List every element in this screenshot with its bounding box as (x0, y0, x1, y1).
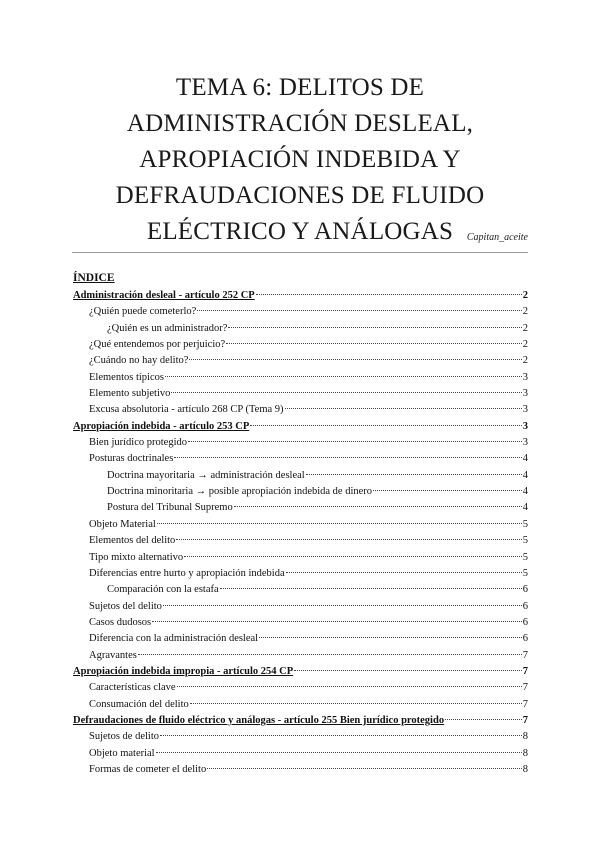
toc-entry-page-number: 7 (522, 714, 528, 726)
toc-entry[interactable] (73, 552, 528, 568)
toc-dot-leader (228, 327, 521, 328)
toc-entry[interactable] (73, 453, 528, 469)
toc-entry[interactable] (73, 601, 528, 617)
toc-entry-label: Postura del Tribunal Supremo (107, 502, 233, 514)
title-line: TEMA 6: DELITOS DE (175, 74, 425, 101)
toc-dot-leader (250, 425, 521, 426)
toc-dot-leader (259, 637, 522, 638)
toc-entry-label: ¿Quién es un administrador? (107, 322, 228, 334)
toc-dot-leader (156, 752, 522, 753)
toc-entry[interactable] (73, 290, 528, 306)
toc-entry-page-number: 2 (522, 306, 528, 318)
toc-entry-page-number: 2 (522, 290, 528, 301)
toc-dot-leader (256, 294, 522, 295)
toc-entry-page-number: 3 (522, 437, 528, 449)
toc-entry[interactable] (73, 470, 528, 486)
toc-entry-label: Diferencia con la administración desleal (89, 633, 259, 645)
toc-entry-label: Doctrina minoritaria → posible apropiación indebida de dinero (107, 486, 373, 498)
title-line: ADMINISTRACIÓN DESLEAL, (126, 110, 474, 137)
toc-dot-leader (138, 654, 522, 655)
toc-entry[interactable] (73, 404, 528, 420)
toc-dot-leader (286, 572, 522, 573)
toc-dot-leader (445, 719, 522, 720)
title-line: APROPIACIÓN INDEBIDA Y (139, 146, 461, 173)
toc-entry-page-number: 2 (522, 339, 528, 351)
toc-dot-leader (306, 474, 522, 475)
toc-dot-leader (184, 556, 522, 557)
toc-entry-page-number: 4 (522, 486, 528, 498)
toc-entry-page-number: 3 (522, 420, 528, 432)
toc-entry-page-number: 4 (522, 453, 528, 465)
toc-entry-page-number: 3 (522, 371, 528, 383)
toc-entry-label: Objeto material (89, 747, 155, 759)
toc-entry-page-number: 5 (522, 567, 528, 579)
toc-dot-leader (188, 441, 522, 442)
toc-entry-page-number: 5 (522, 551, 528, 563)
toc-entry-page-number: 7 (522, 665, 528, 677)
toc-dot-leader (189, 359, 521, 360)
toc-entry[interactable] (73, 339, 528, 355)
toc-entry-page-number: 4 (522, 502, 528, 514)
horizontal-divider (72, 252, 528, 253)
toc-entry-label: Tipo mixto alternativo (89, 551, 184, 563)
toc-dot-leader (174, 457, 521, 458)
toc-entry-label: Excusa absolutoria - artículo 268 CP (Tema 9) (89, 404, 284, 416)
toc-entry[interactable] (73, 323, 528, 339)
toc-entry[interactable] (73, 699, 528, 715)
toc-entry[interactable] (73, 486, 528, 502)
toc-entry[interactable] (73, 617, 528, 633)
toc-entry-label: Características clave (89, 682, 176, 694)
toc-entry[interactable] (73, 666, 528, 682)
toc-dot-leader (285, 408, 522, 409)
toc-dot-leader (190, 703, 522, 704)
toc-entry-page-number: 5 (522, 518, 528, 530)
toc-entry-page-number: 4 (522, 469, 528, 481)
toc-entry[interactable] (73, 584, 528, 600)
toc-entry-label: Bien jurídico protegido (89, 437, 187, 449)
title-line: ELÉCTRICO Y ANÁLOGAS (146, 218, 454, 245)
toc-entry-label: Apropiación indebida impropia - artículo 254 CP (73, 665, 294, 677)
toc-entry-page-number: 8 (522, 747, 528, 759)
toc-dot-leader (197, 310, 521, 311)
toc-entry[interactable] (73, 633, 528, 649)
toc-entry-page-number: 6 (522, 616, 528, 628)
toc-dot-leader (220, 588, 522, 589)
toc-entry[interactable] (73, 764, 528, 780)
toc-entry-label: Defraudaciones de fluido eléctrico y análogas - artículo 255 Bien jurídico protegido (73, 714, 445, 726)
title-line: DEFRAUDACIONES DE FLUIDO (115, 182, 485, 209)
toc-entry-label: Elementos típicos (89, 371, 164, 383)
toc-entry-page-number: 7 (522, 698, 528, 710)
toc-dot-leader (171, 392, 521, 393)
toc-entry-page-number: 7 (522, 649, 528, 661)
toc-dot-leader (207, 768, 522, 769)
toc-entry-label: Objeto Material (89, 518, 156, 530)
toc-entry-page-number: 6 (522, 584, 528, 596)
author-signature: Capitan_aceite (466, 232, 528, 243)
document-title (60, 70, 540, 250)
toc-entry[interactable] (73, 731, 528, 747)
toc-entry-page-number: 6 (522, 633, 528, 645)
toc-entry[interactable] (73, 421, 528, 437)
toc-heading: ÍNDICE (73, 272, 115, 284)
toc-entry-page-number: 7 (522, 682, 528, 694)
toc-entry-label: ¿Quién puede cometerlo? (89, 306, 197, 318)
toc-entry-label: Posturas doctrinales (89, 453, 174, 465)
toc-dot-leader (177, 686, 522, 687)
toc-entry-label: Administración desleal - artículo 252 CP (73, 290, 255, 301)
toc-entry-label: Sujetos de delito (89, 731, 159, 743)
toc-entry[interactable] (73, 682, 528, 698)
toc-entry-page-number: 5 (522, 535, 528, 547)
toc-dot-leader (294, 670, 522, 671)
toc-entry[interactable] (73, 372, 528, 388)
toc-entry-label: Sujetos del delito (89, 600, 162, 612)
toc-dot-leader (152, 621, 522, 622)
toc-entry-page-number: 8 (522, 763, 528, 775)
toc-entry[interactable] (73, 437, 528, 453)
toc-entry[interactable] (73, 715, 528, 731)
toc-dot-leader (157, 523, 522, 524)
toc-entry-label: Diferencias entre hurto y apropiación indebida (89, 567, 285, 579)
toc-entry[interactable] (73, 748, 528, 764)
toc-entry-label: Doctrina mayoritaria → administración desleal (107, 469, 305, 481)
toc-entry-label: Consumación del delito (89, 698, 189, 710)
toc-entry-label: Agravantes (89, 649, 137, 661)
toc-entry[interactable] (73, 388, 528, 404)
toc-dot-leader (373, 490, 522, 491)
toc-entry[interactable] (73, 535, 528, 551)
toc-entry[interactable] (73, 519, 528, 535)
toc-dot-leader (176, 539, 521, 540)
toc-entry-page-number: 6 (522, 600, 528, 612)
toc-entry-label: Casos dudosos (89, 616, 152, 628)
toc-entry-page-number: 8 (522, 731, 528, 743)
toc-entry-label: Comparación con la estafa (107, 584, 219, 596)
toc-entry-page-number: 2 (522, 355, 528, 367)
toc-entry-label: Formas de cometer el delito (89, 763, 207, 775)
toc-dot-leader (163, 605, 522, 606)
toc-entry-page-number: 3 (522, 404, 528, 416)
toc-dot-leader (160, 735, 522, 736)
toc-dot-leader (165, 376, 522, 377)
toc-entry[interactable] (73, 502, 528, 518)
toc-entry[interactable] (73, 355, 528, 371)
toc-entry-label: Elemento subjetivo (89, 388, 171, 400)
table-of-contents (73, 290, 528, 780)
toc-entry-label: ¿Qué entendemos por perjuicio? (89, 339, 226, 351)
toc-entry-label: Elementos del delito (89, 535, 176, 547)
toc-entry[interactable] (73, 306, 528, 322)
toc-entry[interactable] (73, 650, 528, 666)
toc-entry-label: ¿Cuándo no hay delito? (89, 355, 189, 367)
toc-entry[interactable] (73, 568, 528, 584)
toc-entry-page-number: 2 (522, 322, 528, 334)
toc-dot-leader (226, 343, 522, 344)
toc-dot-leader (234, 506, 522, 507)
toc-entry-page-number: 3 (522, 388, 528, 400)
toc-entry-label: Apropiación indebida - artículo 253 CP (73, 420, 250, 432)
